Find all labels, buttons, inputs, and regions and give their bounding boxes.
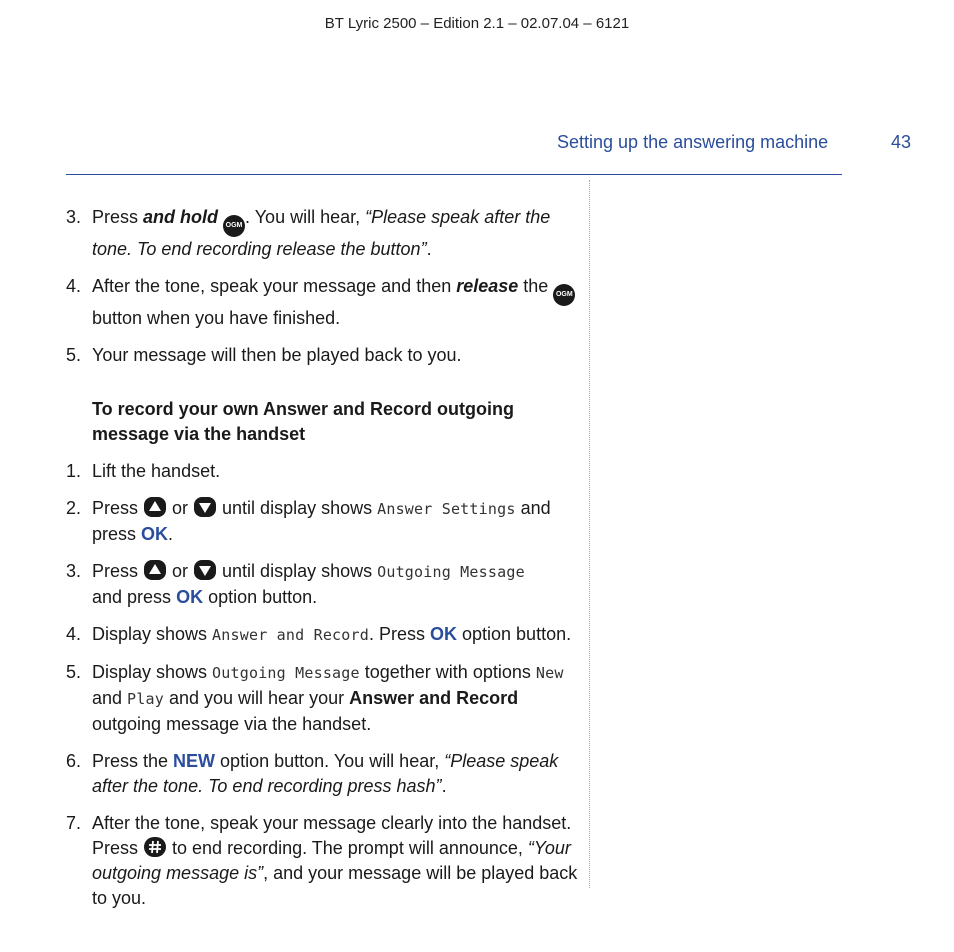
list-item: 2. Press or until display shows Answer Settings and press OK.: [66, 498, 551, 544]
section-heading: To record your own Answer and Record outgoing message via the handset: [92, 399, 515, 444]
ok-key-label: OK: [430, 624, 457, 644]
ok-key-label: OK: [176, 587, 204, 607]
list-item: 4. Display shows Answer and Record. Press OK option button.: [66, 622, 578, 648]
item-number: 3.: [66, 561, 82, 581]
item-number: 6.: [66, 751, 82, 771]
ogm-button-icon: OGM: [553, 284, 575, 306]
display-text: Outgoing Message: [377, 563, 525, 581]
edition-line: BT Lyric 2500 – Edition 2.1 – 02.07.04 – 6121: [324, 15, 630, 32]
list-item: 1. Lift the handset.: [66, 459, 578, 484]
item-number: 1.: [66, 461, 82, 481]
up-arrow-icon: [143, 496, 167, 518]
list-item: 5. Your message will then be played back to you.: [66, 343, 578, 368]
item-number: 3.: [66, 207, 82, 227]
ok-key-label: OK: [141, 524, 169, 544]
list-item: 5. Display shows Outgoing Message together with options New and Play and you will hear your Answer and Record outgoing message via the handset.: [66, 662, 564, 734]
display-text: Play: [127, 690, 164, 708]
display-text: Outgoing Message: [212, 664, 360, 682]
list-item: 4. After the tone, speak your message and then release the OGM button when you have finished.: [66, 274, 578, 331]
display-text: Answer and Record: [212, 626, 369, 644]
list-item: 7. After the tone, speak your message clearly into the handset. Press to end recording. The prompt will announce, “Your outgoing message is”, and your message will be played back to you.: [66, 813, 578, 908]
down-arrow-icon: [193, 496, 217, 518]
display-text: Answer Settings: [377, 500, 516, 518]
list-item: 3. Press and hold OGM . You will hear, “Please speak after the tone. To end recording release the button”.: [66, 207, 551, 259]
ogm-button-icon: OGM: [223, 215, 245, 237]
instructions-body: [66, 205, 578, 923]
item-number: 5.: [66, 662, 82, 682]
page-number: 43: [891, 132, 912, 152]
new-key-label: NEW: [173, 751, 216, 771]
item-number: 5.: [66, 345, 82, 365]
item-number: 7.: [66, 813, 82, 833]
down-arrow-icon: [193, 559, 217, 581]
item-number: 2.: [66, 498, 82, 518]
list-item: 3. Press or until display shows Outgoing Message and press OK option button.: [66, 561, 525, 607]
display-text: New: [535, 664, 564, 682]
item-number: 4.: [66, 276, 82, 296]
list-item: 6. Press the NEW option button. You will hear, “Please speak after the tone. To end recording press hash”.: [66, 751, 559, 796]
column-divider: [589, 180, 590, 888]
up-arrow-icon: [143, 559, 167, 581]
hash-key-icon: [143, 836, 167, 858]
header-rule: [66, 174, 842, 175]
section-title: Setting up the answering machine: [557, 132, 829, 152]
item-number: 4.: [66, 624, 82, 644]
